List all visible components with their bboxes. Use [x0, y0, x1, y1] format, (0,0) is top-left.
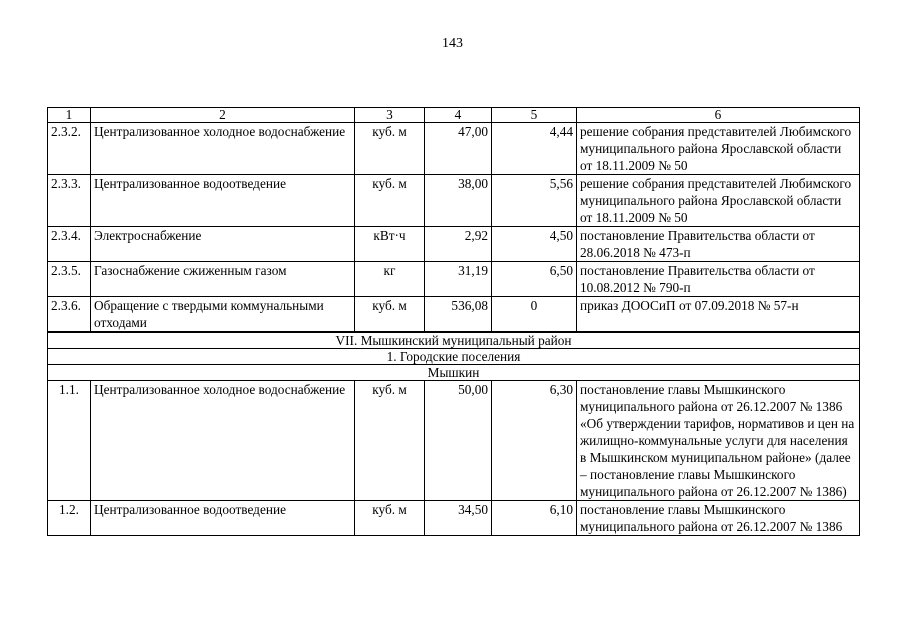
percent-value: 4,50 [492, 227, 577, 262]
norm-value: 34,50 [425, 501, 492, 536]
legal-basis: постановление Правительства области от 28.06.2018 № 473-п [577, 227, 860, 262]
norm-value: 31,19 [425, 262, 492, 297]
row-number: 1.2. [48, 501, 91, 536]
table-row [48, 381, 860, 501]
unit: куб. м [355, 297, 425, 333]
percent-value: 6,30 [492, 381, 577, 501]
service-name: Централизованное холодное водоснабжение [91, 381, 355, 501]
percent-value: 6,50 [492, 262, 577, 297]
page-number: 143 [442, 36, 463, 51]
header-cell: 4 [425, 108, 492, 123]
service-name: Обращение с твердыми коммунальными отходами [91, 297, 355, 333]
row-number: 2.3.2. [48, 123, 91, 175]
service-name: Газоснабжение сжиженным газом [91, 262, 355, 297]
norm-value: 38,00 [425, 175, 492, 227]
row-number: 2.3.5. [48, 262, 91, 297]
unit: куб. м [355, 175, 425, 227]
table-header-row [48, 108, 860, 123]
table-row [48, 227, 860, 262]
table-row [48, 262, 860, 297]
service-name: Электроснабжение [91, 227, 355, 262]
unit: куб. м [355, 381, 425, 501]
legal-basis: постановление главы Мышкинского муниципального района от 26.12.2007 № 1386 «Об утверждении тарифов, нормативов и цен на жилищно-коммунальные услуги для населения в Мышкинском муниципальном районе» (далее – постановление главы Мышкинского муниципального района от 26.12.2007 № 1386) [577, 381, 860, 501]
table-row [48, 501, 860, 536]
legal-basis: приказ ДООСиП от 07.09.2018 № 57-н [577, 297, 860, 333]
norm-value: 536,08 [425, 297, 492, 333]
tariff-table [47, 107, 860, 536]
service-name: Централизованное холодное водоснабжение [91, 123, 355, 175]
row-number: 1.1. [48, 381, 91, 501]
header-cell: 5 [492, 108, 577, 123]
legal-basis: решение собрания представителей Любимского муниципального района Ярославской области от 18.11.2009 № 50 [577, 123, 860, 175]
service-name: Централизованное водоотведение [91, 501, 355, 536]
percent-value: 4,44 [492, 123, 577, 175]
unit: кВт·ч [355, 227, 425, 262]
row-number: 2.3.4. [48, 227, 91, 262]
norm-value: 50,00 [425, 381, 492, 501]
service-name: Централизованное водоотведение [91, 175, 355, 227]
table-row [48, 123, 860, 175]
unit: куб. м [355, 123, 425, 175]
legal-basis: постановление Правительства области от 10.08.2012 № 790-п [577, 262, 860, 297]
table-row [48, 175, 860, 227]
locality-title: Мышкин [48, 365, 860, 381]
norm-value: 2,92 [425, 227, 492, 262]
section-title: VII. Мышкинский муниципальный район [48, 332, 860, 349]
subsection-row [48, 349, 860, 365]
row-number: 2.3.3. [48, 175, 91, 227]
table-row [48, 297, 860, 333]
header-cell: 2 [91, 108, 355, 123]
header-cell: 3 [355, 108, 425, 123]
row-number: 2.3.6. [48, 297, 91, 333]
percent-value: 5,56 [492, 175, 577, 227]
unit: кг [355, 262, 425, 297]
subsection-title: 1. Городские поселения [48, 349, 860, 365]
norm-value: 47,00 [425, 123, 492, 175]
unit: куб. м [355, 501, 425, 536]
locality-row [48, 365, 860, 381]
percent-value: 6,10 [492, 501, 577, 536]
legal-basis: постановление главы Мышкинского муниципального района от 26.12.2007 № 1386 [577, 501, 860, 536]
percent-value: 0 [492, 297, 577, 333]
legal-basis: решение собрания представителей Любимского муниципального района Ярославской области от 18.11.2009 № 50 [577, 175, 860, 227]
header-cell: 6 [577, 108, 860, 123]
section-row [48, 332, 860, 349]
header-cell: 1 [48, 108, 91, 123]
